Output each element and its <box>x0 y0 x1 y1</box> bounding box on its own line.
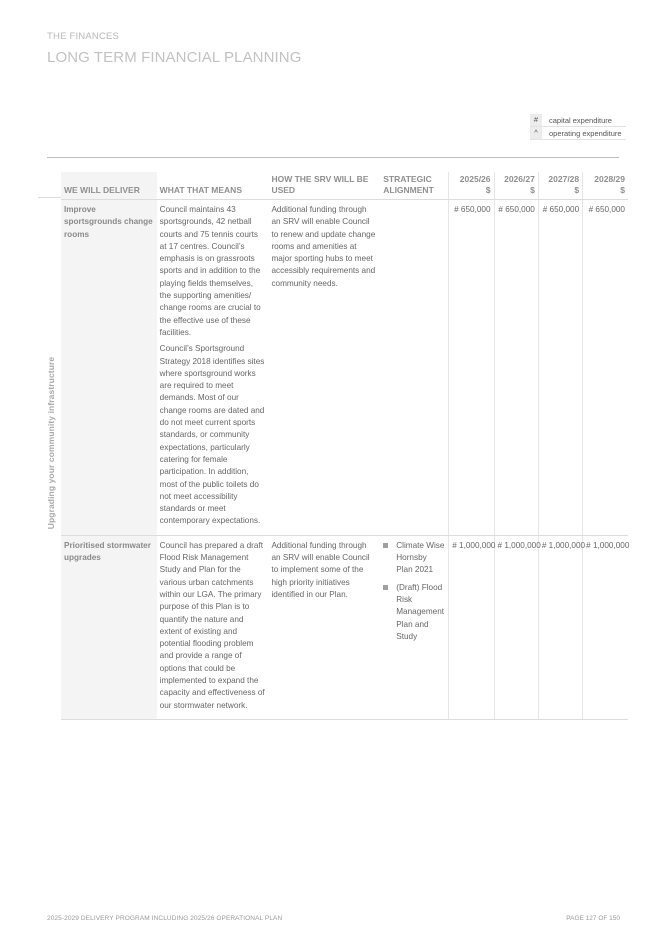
amount-2025-26: # 1,000,000 <box>449 535 494 719</box>
deliver-cell: Improve sportsgrounds change rooms <box>61 200 157 536</box>
srv-cell: Additional funding through an SRV will enable Council to renew and update change rooms and amenities at major sporting hubs to meet accessibly requirements and community needs. <box>268 200 380 536</box>
col-header-2027-28: 2027/28 $ <box>538 172 582 200</box>
bullet-square-icon <box>383 543 388 548</box>
footer-document-title: 2025-2029 DELIVERY PROGRAM INCLUDING 2025/26 OPERATIONAL PLAN <box>47 915 283 922</box>
legend-symbol: # <box>530 114 542 126</box>
side-category-label: Upgrading your community infrastructure <box>46 356 56 530</box>
alignment-list <box>383 540 445 643</box>
alignment-cell <box>380 200 448 536</box>
srv-cell: Additional funding through an SRV will enable Council to implement some of the high priority initiatives identified in our Plan. <box>268 535 380 719</box>
header-divider <box>47 157 619 158</box>
section-kicker: THE FINANCES <box>47 31 120 42</box>
alignment-item: (Draft) Flood Risk Management Plan and Study <box>383 582 445 643</box>
legend-label: capital expenditure <box>549 115 612 125</box>
col-header-deliver: WE WILL DELIVER <box>61 172 157 200</box>
deliver-cell: Prioritised stormwater upgrades <box>61 535 157 719</box>
footer-page-number: PAGE 127 OF 150 <box>566 915 620 922</box>
legend-label: operating expenditure <box>549 128 622 138</box>
means-cell <box>157 535 269 719</box>
expenditure-legend <box>530 114 626 140</box>
amount-2028-29: # 1,000,000 <box>583 535 628 719</box>
amount-2027-28: # 650,000 <box>538 200 582 536</box>
table-row <box>61 200 628 536</box>
col-header-2026-27: 2026/27 $ <box>494 172 538 200</box>
table-header-row <box>61 172 628 200</box>
means-paragraph: Council maintains 43 sportsgrounds, 42 netball courts and 75 tennis courts at 17 centres. Council’s emphasis is on grassroots sports and in addition to the playing fields themselves, the supporting amenities/ change rooms are crucial to the effective use of these facilities. <box>159 205 261 337</box>
alignment-item: Climate Wise Hornsby Plan 2021 <box>383 540 445 577</box>
amount-2025-26: # 650,000 <box>449 200 494 536</box>
legend-item-operating <box>530 127 626 140</box>
amount-2028-29: # 650,000 <box>583 200 628 536</box>
means-paragraph: Council’s Sportsground Strategy 2018 identifies sites where sportsground works are required to meet demands. Most of our change rooms are dated and do not meet current sports standards, or community expectations, particularly catering for female participation. In addition, most of the public toilets do not meet accessibility standards or meet contemporary expectations. <box>159 344 265 526</box>
means-cell <box>157 200 269 536</box>
legend-symbol: ^ <box>530 127 542 139</box>
bullet-square-icon <box>383 585 388 590</box>
delivery-table <box>61 172 628 720</box>
amount-2026-27: # 1,000,000 <box>494 535 538 719</box>
legend-item-capital <box>530 114 626 127</box>
col-header-means: WHAT THAT MEANS <box>157 172 269 200</box>
amount-2027-28: # 1,000,000 <box>538 535 582 719</box>
col-header-2028-29: 2028/29 $ <box>583 172 628 200</box>
col-header-alignment: STRATEGIC ALIGNMENT <box>380 172 448 200</box>
amount-2026-27: # 650,000 <box>494 200 538 536</box>
col-header-srv: HOW THE SRV WILL BE USED <box>268 172 380 200</box>
col-header-2025-26: 2025/26 $ <box>449 172 494 200</box>
means-paragraph: Council has prepared a draft Flood Risk Management Study and Plan for the various urban catchments within our LGA. The primary purpose of this Plan is to quantify the nature and extent of existing and potential flooding problem and provide a range of options that could be implemented to expand the capacity and effectiveness of our stormwater network. <box>159 540 265 710</box>
page-title: LONG TERM FINANCIAL PLANNING <box>47 49 302 66</box>
table-row <box>61 535 628 719</box>
alignment-cell <box>380 535 448 719</box>
